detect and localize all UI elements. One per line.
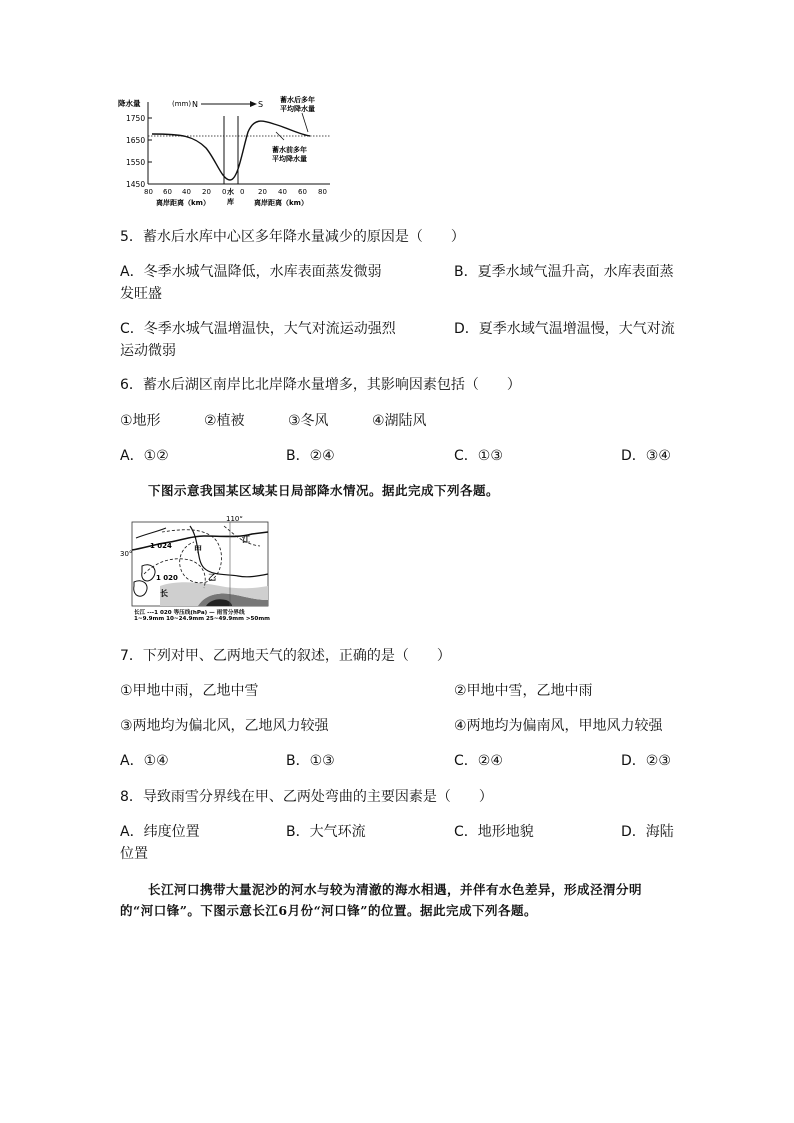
q7-statement-4: ④两地均为偏南风，甲地风力较强 [454,718,663,734]
precipitation-map [120,516,272,620]
q8-option-d-cont: 位置 [120,846,148,862]
legend-before-1: 蓄水前多年 [272,146,307,154]
q8-stem: 8．导致雨雪分界线在甲、乙两处弯曲的主要因素是（ ） [120,789,493,805]
q6-option-a[interactable]: A．①② [120,448,169,464]
y-label: 降水量 [118,99,141,108]
q6-option-b[interactable]: B．②④ [286,448,335,464]
intro-precipitation: 下图示意我国某区域某日局部降水情况。据此完成下列各题。 [148,483,500,498]
map-jia: 甲 [194,545,202,554]
map-legend-1: 长江 ---1 020 等压线(hPa) — 雨雪分界线 [134,610,245,616]
map-lat: 30° [120,550,133,558]
direction-n: N [192,100,198,109]
x-tick: 20 [258,188,267,196]
q8-option-d[interactable]: D．海陆 [621,824,674,840]
q7-stem: 7．下列对甲、乙两地天气的叙述，正确的是（ ） [120,648,451,664]
q7-option-d[interactable]: D．②③ [621,753,671,769]
map-isobar-1020: 1 020 [156,574,178,582]
y-unit: (mm) [172,100,192,108]
q6-stem: 6．蓄水后湖区南岸比北岸降水量增多，其影响因素包括（ ） [120,377,521,393]
q7-statement-3: ③两地均为偏北风，乙地风力较强 [120,718,329,734]
legend-before-2: 平均降水量 [272,155,307,163]
x-label-left: 离岸距离（km） [156,199,210,207]
y-tick-1750: 1750 [126,114,146,123]
x-tick: 40 [182,188,191,196]
x-tick: 0 [240,188,245,196]
direction-s: S [258,100,264,109]
map-legend-2: 1~9.9mm 10~24.9mm 25~49.9mm >50mm [134,616,270,620]
map-jiang: 江 [242,535,250,544]
q5-option-b-cont: 发旺盛 [120,286,162,302]
q5-option-d[interactable]: D．夏季水域气温增温慢，大气对流 [454,321,675,337]
q5-option-a[interactable]: A．冬季水城气温降低，水库表面蒸发微弱 [120,264,382,280]
map-yi: 乙 [208,573,216,582]
legend-after-1: 蓄水后多年 [280,96,315,104]
precipitation-chart [112,92,342,214]
x-tick: 80 [144,188,153,196]
y-tick-1650: 1650 [126,136,146,145]
x-tick: 40 [278,188,287,196]
x-tick: 60 [298,188,307,196]
q7-option-a[interactable]: A．①④ [120,753,169,769]
q5-stem: 5．蓄水后水库中心区多年降水量减少的原因是（ ） [120,229,465,245]
q5-option-d-cont: 运动微弱 [120,343,176,359]
x-label-right: 离岸距离（km） [254,199,308,207]
reservoir-label-1: 水 [227,188,234,196]
q6-factor-1: ①地形 [120,413,161,429]
q6-factor-3: ③冬风 [288,413,329,429]
q5-option-b[interactable]: B．夏季水域气温升高，水库表面蒸 [454,264,674,280]
q6-factor-2: ②植被 [204,413,245,429]
q7-option-b[interactable]: B．①③ [286,753,335,769]
intro-estuary-line-2: 的“河口锋”。下图示意长江6月份“河口锋”的位置。据此完成下列各题。 [120,903,537,918]
q8-option-b[interactable]: B．大气环流 [286,824,366,840]
q6-factor-4: ④湖陆风 [372,413,427,429]
x-tick: 60 [163,188,172,196]
intro-estuary-line-1: 长江河口携带大量泥沙的河水与较为清澈的海水相遇，并伴有水色差异，形成泾渭分明 [148,882,643,897]
map-chang: 长 [160,589,168,598]
x-tick: 20 [202,188,211,196]
x-tick: 0 [222,188,227,196]
q7-option-c[interactable]: C．②④ [454,753,503,769]
legend-after-2: 平均降水量 [280,105,315,113]
q8-option-a[interactable]: A．纬度位置 [120,824,200,840]
map-lon: 110° [226,516,243,523]
q7-statement-1: ①甲地中雨，乙地中雪 [120,683,259,699]
reservoir-label-2: 库 [227,198,234,206]
q6-option-d[interactable]: D．③④ [621,448,671,464]
map-isobar-1024: 1 024 [150,542,172,550]
y-tick-1550: 1550 [126,158,146,167]
x-tick: 80 [318,188,327,196]
y-tick-1450: 1450 [126,180,146,189]
q5-option-c[interactable]: C．冬季水城气温增温快，大气对流运动强烈 [120,321,396,337]
q8-option-c[interactable]: C．地形地貌 [454,824,534,840]
q7-statement-2: ②甲地中雪，乙地中雨 [454,683,593,699]
q6-option-c[interactable]: C．①③ [454,448,503,464]
